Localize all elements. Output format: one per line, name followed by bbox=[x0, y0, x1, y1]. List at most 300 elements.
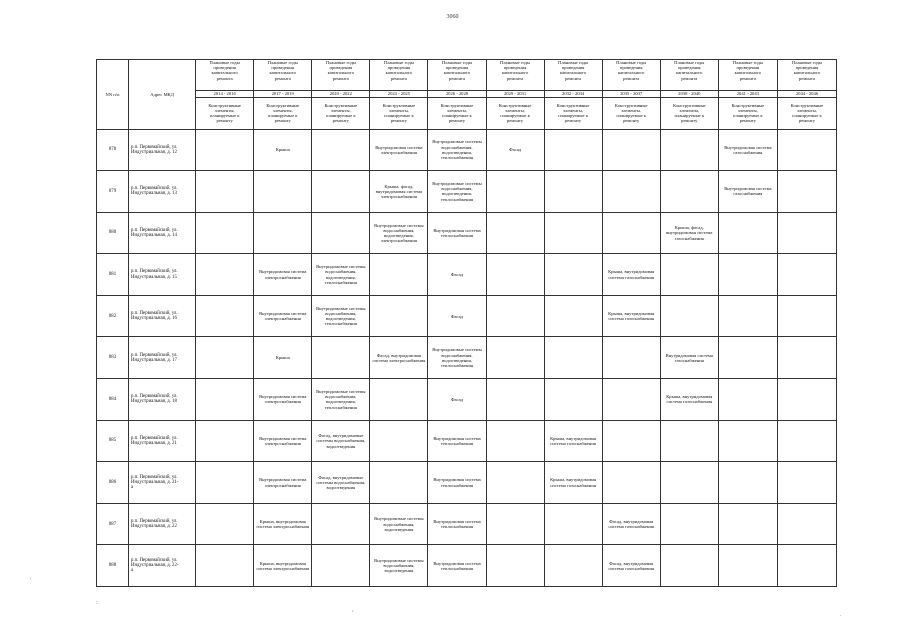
row-elements-cell bbox=[544, 545, 602, 587]
header-plan-line: капитального bbox=[269, 70, 296, 76]
header-elements-line: элементы, bbox=[563, 107, 584, 113]
row-elements-cell bbox=[718, 503, 777, 545]
row-elements-cell bbox=[544, 503, 602, 545]
header-elements bbox=[196, 97, 254, 129]
row-elements-cell: Внутридомовая система электроснабжения bbox=[254, 462, 312, 504]
row-elements-cell bbox=[602, 420, 660, 462]
row-elements-cell: Фасад bbox=[428, 379, 486, 421]
header-plan-years bbox=[777, 60, 836, 91]
address-line: р.п. Первомайский, ул. bbox=[131, 310, 178, 316]
address-line: р.п. Первомайский, ул. bbox=[131, 557, 178, 563]
row-elements-cell: Внутридомовая система теплоснабжения bbox=[428, 420, 486, 462]
header-plan-line: проведения bbox=[387, 65, 411, 71]
header-elements-line: ремонту bbox=[216, 118, 233, 124]
row-elements-cell bbox=[660, 503, 718, 545]
row-elements-cell bbox=[196, 212, 254, 254]
row-elements-cell: Внутридомовые системы водоснабжения, водоотведения, теплоснабжения bbox=[428, 337, 486, 379]
row-elements-cell bbox=[312, 337, 370, 379]
row-address bbox=[129, 295, 196, 337]
address-line: Индустриальная, д. 16 bbox=[131, 316, 177, 322]
table-row bbox=[97, 129, 837, 171]
row-elements-cell bbox=[486, 379, 544, 421]
header-elements-line: Конструктивные bbox=[672, 102, 706, 108]
row-elements-cell: Фасад, внутридомовая система электроснабжения bbox=[370, 337, 428, 379]
header-elements-line: ремонту bbox=[506, 118, 524, 124]
row-elements-cell bbox=[718, 379, 777, 421]
table-row bbox=[97, 171, 837, 213]
header-elements-line: ремонту bbox=[681, 118, 698, 124]
address-line: р.п. Первомайский, ул. bbox=[131, 474, 178, 480]
header-elements-line: элементы, bbox=[272, 107, 293, 113]
row-elements-cell bbox=[486, 462, 544, 504]
row-elements-cell: Внутридомовые системы водоснабжения, водоотведения, теплоснабжения bbox=[312, 379, 370, 421]
row-elements-cell bbox=[196, 254, 254, 296]
row-elements-cell bbox=[312, 503, 370, 545]
row-elements-cell bbox=[777, 171, 836, 213]
table-header bbox=[97, 60, 837, 130]
row-elements-cell: Крыша, внутридомовая система газоснабжения bbox=[544, 420, 602, 462]
row-elements-cell bbox=[254, 171, 312, 213]
row-elements-cell bbox=[486, 545, 544, 587]
header-plan-line: капитального bbox=[327, 70, 355, 76]
table-row bbox=[97, 420, 837, 462]
row-elements-cell: Крыша, внутридомовая система газоснабжения bbox=[544, 462, 602, 504]
row-elements-cell bbox=[602, 379, 660, 421]
address-line: р.п. Первомайский, ул. bbox=[131, 144, 178, 150]
table-row bbox=[97, 503, 837, 545]
row-elements-cell: Фасад bbox=[428, 254, 486, 296]
row-number: 879 bbox=[97, 171, 129, 213]
header-elements bbox=[777, 97, 836, 129]
row-elements-cell bbox=[718, 420, 777, 462]
table-row bbox=[97, 212, 837, 254]
header-plan-line: проведения bbox=[561, 65, 585, 71]
header-plan-line: ремонта bbox=[798, 75, 815, 81]
header-elements-line: элементы, bbox=[679, 107, 700, 113]
header-elements-line: Конструктивные bbox=[266, 102, 300, 108]
header-plan-line: проведения bbox=[619, 65, 643, 71]
row-elements-cell bbox=[602, 212, 660, 254]
row-elements-cell: Крыша, внутридомовая система газоснабжения bbox=[660, 379, 718, 421]
row-elements-cell bbox=[544, 337, 602, 379]
header-elements-line: планируемые к bbox=[616, 113, 647, 118]
row-elements-cell: Фасад, внутридомовая система газоснабжения bbox=[602, 503, 660, 545]
header-elements-line: Конструктивные bbox=[790, 102, 824, 108]
header-elements bbox=[428, 97, 486, 129]
table-row bbox=[97, 337, 837, 379]
header-elements-line: планируемые к bbox=[209, 113, 240, 118]
header-plan-line: ремонта bbox=[390, 75, 407, 81]
row-number: 878 bbox=[97, 129, 129, 171]
header-plan-line: Плановые годы bbox=[791, 60, 823, 65]
row-elements-cell bbox=[544, 212, 602, 254]
scan-mark: . bbox=[840, 612, 842, 618]
address-line: Индустриальная, д. 17 bbox=[131, 357, 177, 363]
table-row bbox=[97, 462, 837, 504]
row-elements-cell: Внутридомовая система теплоснабжения bbox=[428, 545, 486, 587]
header-elements-line: элементы, bbox=[621, 107, 642, 113]
row-elements-cell: Крыша bbox=[254, 129, 312, 171]
row-elements-cell bbox=[544, 171, 602, 213]
row-elements-cell bbox=[544, 254, 602, 296]
row-elements-cell bbox=[718, 295, 777, 337]
header-plan-line: проведения bbox=[329, 65, 353, 71]
header-elements-line: планируемые к bbox=[500, 113, 530, 118]
header-elements-line: элементы, bbox=[214, 107, 235, 113]
row-elements-cell bbox=[602, 462, 660, 504]
header-plan-line: проведения bbox=[677, 65, 701, 71]
header-plan-line: ремонта bbox=[681, 75, 698, 81]
address-line: р.п. Первомайский, ул. bbox=[131, 227, 178, 233]
row-elements-cell bbox=[312, 545, 370, 587]
header-elements-line: элементы, bbox=[797, 107, 817, 113]
header-plan-line: ремонта bbox=[739, 75, 756, 81]
table-row bbox=[97, 295, 837, 337]
header-elements-line: планируемые к bbox=[325, 113, 356, 118]
header-elements-line: планируемые к bbox=[733, 113, 763, 118]
row-number: 886 bbox=[97, 462, 129, 504]
header-plan-line: ремонта bbox=[623, 75, 640, 81]
row-elements-cell: Внутридомовые системы водоснабжения, водоотведения, теплоснабжения bbox=[312, 295, 370, 337]
row-elements-cell bbox=[196, 545, 254, 587]
row-elements-cell bbox=[777, 462, 836, 504]
header-plan-line: ремонта bbox=[565, 75, 582, 81]
row-elements-cell bbox=[486, 254, 544, 296]
row-elements-cell bbox=[777, 295, 836, 337]
row-address bbox=[129, 254, 196, 296]
row-elements-cell bbox=[486, 337, 544, 379]
row-elements-cell bbox=[370, 295, 428, 337]
header-plan-line: проведения bbox=[736, 65, 760, 71]
row-elements-cell bbox=[660, 171, 718, 213]
row-elements-cell bbox=[254, 212, 312, 254]
header-elements-line: планируемые к bbox=[267, 113, 298, 118]
header-address: Адрес МКД bbox=[129, 60, 196, 130]
row-number: 882 bbox=[97, 295, 129, 337]
address-line: Индустриальная, д. 15 bbox=[131, 274, 177, 280]
address-line: Индустриальная, д. 13 bbox=[131, 191, 177, 197]
row-elements-cell bbox=[486, 420, 544, 462]
row-elements-cell: Фасад, внутридомовая система газоснабжения bbox=[602, 545, 660, 587]
row-elements-cell bbox=[544, 129, 602, 171]
address-line: Индустриальная, д. 22- bbox=[131, 563, 179, 569]
row-elements-cell bbox=[196, 129, 254, 171]
header-elements bbox=[660, 97, 718, 129]
header-plan-years bbox=[370, 60, 428, 91]
scan-mark: : bbox=[96, 600, 98, 606]
scan-mark: , bbox=[352, 607, 354, 613]
row-address bbox=[129, 462, 196, 504]
row-elements-cell bbox=[196, 295, 254, 337]
header-plan-years bbox=[254, 60, 312, 91]
header-elements bbox=[370, 97, 428, 129]
header-plan-line: капитального bbox=[676, 70, 703, 76]
header-plan-line: Плановые годы bbox=[325, 60, 356, 65]
header-elements bbox=[602, 97, 660, 129]
row-elements-cell: Внутридомовая система теплоснабжения bbox=[428, 212, 486, 254]
header-elements-line: Конструктивные bbox=[324, 102, 358, 108]
row-number: 885 bbox=[97, 420, 129, 462]
row-elements-cell bbox=[718, 462, 777, 504]
row-elements-cell: Фасад bbox=[486, 129, 544, 171]
row-elements-cell bbox=[196, 503, 254, 545]
row-number: 884 bbox=[97, 379, 129, 421]
row-address bbox=[129, 420, 196, 462]
address-line: р.п. Первомайский, ул. bbox=[131, 269, 178, 275]
address-line: а bbox=[131, 485, 134, 491]
row-elements-cell bbox=[718, 254, 777, 296]
row-elements-cell bbox=[544, 379, 602, 421]
row-address bbox=[129, 545, 196, 587]
address-line: Индустриальная, д. 18 bbox=[131, 399, 177, 405]
header-elements-line: элементы, bbox=[388, 107, 409, 113]
row-elements-cell: Внутридомовая система электроснабжения bbox=[370, 129, 428, 171]
row-elements-cell bbox=[660, 129, 718, 171]
row-elements-cell: Внутридомовые системы водоснабжения, водоотведения, теплоснабжения bbox=[428, 129, 486, 171]
header-plan-line: ремонта bbox=[274, 75, 291, 81]
row-elements-cell: Внутридомовые системы водоснабжения, водоотведения, электроснабжения bbox=[370, 212, 428, 254]
row-elements-cell bbox=[718, 212, 777, 254]
header-elements-line: ремонту bbox=[564, 118, 582, 124]
address-line: Индустриальная, д. 21- bbox=[131, 479, 179, 485]
header-elements bbox=[544, 97, 602, 129]
row-elements-cell: Внутридомовая система электроснабжения bbox=[254, 295, 312, 337]
row-elements-cell bbox=[312, 212, 370, 254]
row-elements-cell: Внутридомовая система теплоснабжения bbox=[428, 462, 486, 504]
page-number: 3060 bbox=[446, 14, 459, 20]
address-line: р.п. Первомайский, ул. bbox=[131, 394, 178, 400]
capital-repair-table bbox=[96, 59, 837, 587]
header-period: 2044 - 2046 bbox=[777, 91, 836, 98]
header-elements bbox=[718, 97, 777, 129]
row-elements-cell: Внутридомовые системы водоснабжения, водоотведения, теплоснабжения bbox=[312, 254, 370, 296]
address-line: Индустриальная, д. 14 bbox=[131, 232, 177, 238]
header-elements-line: ремонту bbox=[274, 118, 291, 124]
header-plan-line: ремонта bbox=[448, 75, 466, 81]
header-plan-line: Плановые годы bbox=[616, 60, 647, 65]
header-plan-line: капитального bbox=[617, 70, 645, 76]
address-line: р.п. Первомайский, ул. bbox=[131, 186, 178, 192]
header-plan-line: капитального bbox=[793, 70, 821, 76]
table-body bbox=[97, 129, 837, 587]
row-address bbox=[129, 171, 196, 213]
header-plan-years bbox=[544, 60, 602, 91]
row-address bbox=[129, 129, 196, 171]
header-plan-line: ремонта bbox=[506, 75, 524, 81]
row-elements-cell bbox=[196, 462, 254, 504]
row-number: 883 bbox=[97, 337, 129, 379]
header-plan-line: Плановые годы bbox=[732, 60, 763, 65]
row-number: 888 bbox=[97, 545, 129, 587]
row-elements-cell bbox=[660, 295, 718, 337]
header-num: NN п/п bbox=[97, 60, 129, 130]
row-elements-cell: Фасад, внутридомовые системы водоснабжения, водоотведения bbox=[312, 420, 370, 462]
row-elements-cell: Внутридомовая система газоснабжения bbox=[718, 129, 777, 171]
header-plan-line: ремонта bbox=[332, 75, 349, 81]
row-elements-cell: Внутридомовые системы водоснабжения, водоотведения bbox=[370, 545, 428, 587]
header-plan-line: капитального bbox=[734, 70, 762, 76]
table-row bbox=[97, 379, 837, 421]
row-elements-cell bbox=[777, 212, 836, 254]
row-elements-cell bbox=[777, 337, 836, 379]
row-address bbox=[129, 503, 196, 545]
row-elements-cell: Крыша, внутридомовая система электроснабжения bbox=[254, 545, 312, 587]
header-elements-line: Конструктивные bbox=[731, 102, 765, 108]
address-line: р.п. Первомайский, ул. bbox=[131, 352, 178, 358]
header-plan-line: проведения bbox=[445, 65, 469, 71]
header-elements-line: Конструктивные bbox=[614, 102, 648, 108]
row-elements-cell bbox=[486, 295, 544, 337]
row-elements-cell: Крыша, внутридомовая система электроснабжения bbox=[254, 503, 312, 545]
header-plan-line: проведения bbox=[213, 65, 236, 71]
row-elements-cell bbox=[777, 379, 836, 421]
row-elements-cell bbox=[660, 462, 718, 504]
row-elements-cell: Внутридомовая система теплоснабжения bbox=[428, 503, 486, 545]
row-elements-cell bbox=[777, 254, 836, 296]
row-elements-cell bbox=[196, 379, 254, 421]
row-elements-cell bbox=[370, 379, 428, 421]
table-row bbox=[97, 254, 837, 296]
row-elements-cell bbox=[777, 420, 836, 462]
row-elements-cell: Внутридомовая система газоснабжения bbox=[660, 337, 718, 379]
row-elements-cell bbox=[196, 337, 254, 379]
header-elements-line: ремонту bbox=[739, 118, 756, 124]
header-plan-years bbox=[486, 60, 544, 91]
row-elements-cell bbox=[486, 503, 544, 545]
row-elements-cell: Крыша, внутридомовая система газоснабжения bbox=[602, 254, 660, 296]
header-plan-line: капитального bbox=[385, 70, 413, 76]
header-plan-years bbox=[312, 60, 370, 91]
row-address bbox=[129, 337, 196, 379]
header-elements-line: элементы, bbox=[330, 107, 351, 113]
header-plan-line: Плановые годы bbox=[499, 60, 531, 65]
address-line: Индустриальная, д. 12 bbox=[131, 149, 177, 155]
header-period: 2014 - 2016 bbox=[196, 91, 254, 98]
header-elements-line: элементы, bbox=[505, 107, 525, 113]
header-plan-line: Плановые годы bbox=[383, 60, 414, 65]
header-plan-line: капитального bbox=[501, 70, 529, 76]
header-plan-line: ремонта bbox=[216, 75, 233, 81]
header-plan-line: Плановые годы bbox=[267, 60, 298, 65]
address-line: Индустриальная, д. 22 bbox=[131, 524, 177, 530]
header-elements-line: Конструктивные bbox=[498, 102, 532, 108]
row-elements-cell bbox=[602, 129, 660, 171]
header-elements-line: планируемые к bbox=[674, 113, 705, 118]
address-line: р.п. Первомайский, ул. bbox=[131, 518, 178, 524]
row-elements-cell bbox=[486, 171, 544, 213]
row-elements-cell bbox=[312, 171, 370, 213]
header-elements-line: Конструктивные bbox=[208, 102, 241, 108]
header-elements-line: ремонту bbox=[623, 118, 640, 124]
address-line: а bbox=[131, 568, 134, 574]
header-plan-years bbox=[660, 60, 718, 91]
header-plan-line: Плановые годы bbox=[441, 60, 473, 65]
header-elements bbox=[486, 97, 544, 129]
header-period: 2023 - 2025 bbox=[370, 91, 428, 98]
row-elements-cell: Фасад, внутридомовые системы водоснабжения, водоотведения bbox=[312, 462, 370, 504]
row-elements-cell bbox=[196, 171, 254, 213]
header-elements-line: элементы, bbox=[737, 107, 758, 113]
header-plan-years bbox=[602, 60, 660, 91]
header-plan-years bbox=[718, 60, 777, 91]
address-line: Индустриальная, д. 21 bbox=[131, 440, 177, 446]
row-elements-cell bbox=[544, 295, 602, 337]
header-period: 2029 - 2031 bbox=[486, 91, 544, 98]
row-elements-cell: Фасад bbox=[428, 295, 486, 337]
row-elements-cell bbox=[370, 462, 428, 504]
row-elements-cell bbox=[602, 337, 660, 379]
row-elements-cell: Внутридомовая система газоснабжения bbox=[718, 171, 777, 213]
header-plan-line: капитального bbox=[211, 70, 238, 76]
header-plan-years bbox=[428, 60, 486, 91]
row-elements-cell: Внутридомовые системы водоснабжения, водоотведения, теплоснабжения bbox=[428, 171, 486, 213]
row-elements-cell bbox=[196, 420, 254, 462]
header-elements-line: ремонту bbox=[390, 118, 407, 124]
row-elements-cell bbox=[602, 171, 660, 213]
row-number: 880 bbox=[97, 212, 129, 254]
row-elements-cell bbox=[370, 420, 428, 462]
row-elements-cell bbox=[718, 545, 777, 587]
row-elements-cell: Крыша, фасад, внутридомовая система газоснабжения bbox=[660, 212, 718, 254]
row-elements-cell bbox=[777, 545, 836, 587]
row-elements-cell bbox=[660, 545, 718, 587]
header-plan-line: Плановые годы bbox=[558, 60, 589, 65]
row-elements-cell bbox=[370, 254, 428, 296]
row-elements-cell bbox=[486, 212, 544, 254]
header-plan-line: капитального bbox=[443, 70, 471, 76]
header-plan-line: Плановые годы bbox=[674, 60, 705, 65]
row-elements-cell: Внутридомовые системы водоснабжения, водоотведения bbox=[370, 503, 428, 545]
row-elements-cell bbox=[777, 503, 836, 545]
header-plan-line: проведения bbox=[271, 65, 295, 71]
header-plan-years bbox=[196, 60, 254, 91]
header-elements-line: планируемые к bbox=[792, 113, 822, 118]
header-elements bbox=[254, 97, 312, 129]
row-elements-cell bbox=[718, 337, 777, 379]
header-elements-line: Конструктивные bbox=[440, 102, 474, 108]
row-elements-cell: Внутридомовая система электроснабжения bbox=[254, 420, 312, 462]
row-address bbox=[129, 379, 196, 421]
address-line: р.п. Первомайский, ул. bbox=[131, 435, 178, 441]
header-elements-line: Конструктивные bbox=[382, 102, 416, 108]
header-plan-line: проведения bbox=[503, 65, 527, 71]
capital-repair-table-sheet bbox=[96, 59, 837, 587]
row-elements-cell bbox=[660, 420, 718, 462]
header-period: 2035 - 2037 bbox=[602, 91, 660, 98]
row-number: 887 bbox=[97, 503, 129, 545]
row-elements-cell bbox=[312, 129, 370, 171]
row-elements-cell: Крыша, фасад, внутридомовая система электроснабжения bbox=[370, 171, 428, 213]
header-period: 2041 - 2043 bbox=[718, 91, 777, 98]
table-row bbox=[97, 545, 837, 587]
scan-mark: ' bbox=[30, 578, 32, 584]
header-elements-line: планируемые к bbox=[558, 113, 588, 118]
row-address bbox=[129, 212, 196, 254]
header-elements-line: элементы, bbox=[447, 107, 467, 113]
header-elements-line: планируемые к bbox=[442, 113, 472, 118]
header-period: 2026 - 2028 bbox=[428, 91, 486, 98]
header-period: 2020 - 2022 bbox=[312, 91, 370, 98]
row-number: 881 bbox=[97, 254, 129, 296]
header-plan-line: проведения bbox=[795, 65, 819, 71]
header-plan-line: Плановые годы bbox=[209, 60, 240, 65]
row-elements-cell bbox=[660, 254, 718, 296]
header-period: 2038 - 2040 bbox=[660, 91, 718, 98]
row-elements-cell: Внутридомовая система электроснабжения bbox=[254, 379, 312, 421]
row-elements-cell bbox=[777, 129, 836, 171]
row-elements-cell: Крыша, внутридомовая система газоснабжения bbox=[602, 295, 660, 337]
row-elements-cell: Внутридомовая система электроснабжения bbox=[254, 254, 312, 296]
